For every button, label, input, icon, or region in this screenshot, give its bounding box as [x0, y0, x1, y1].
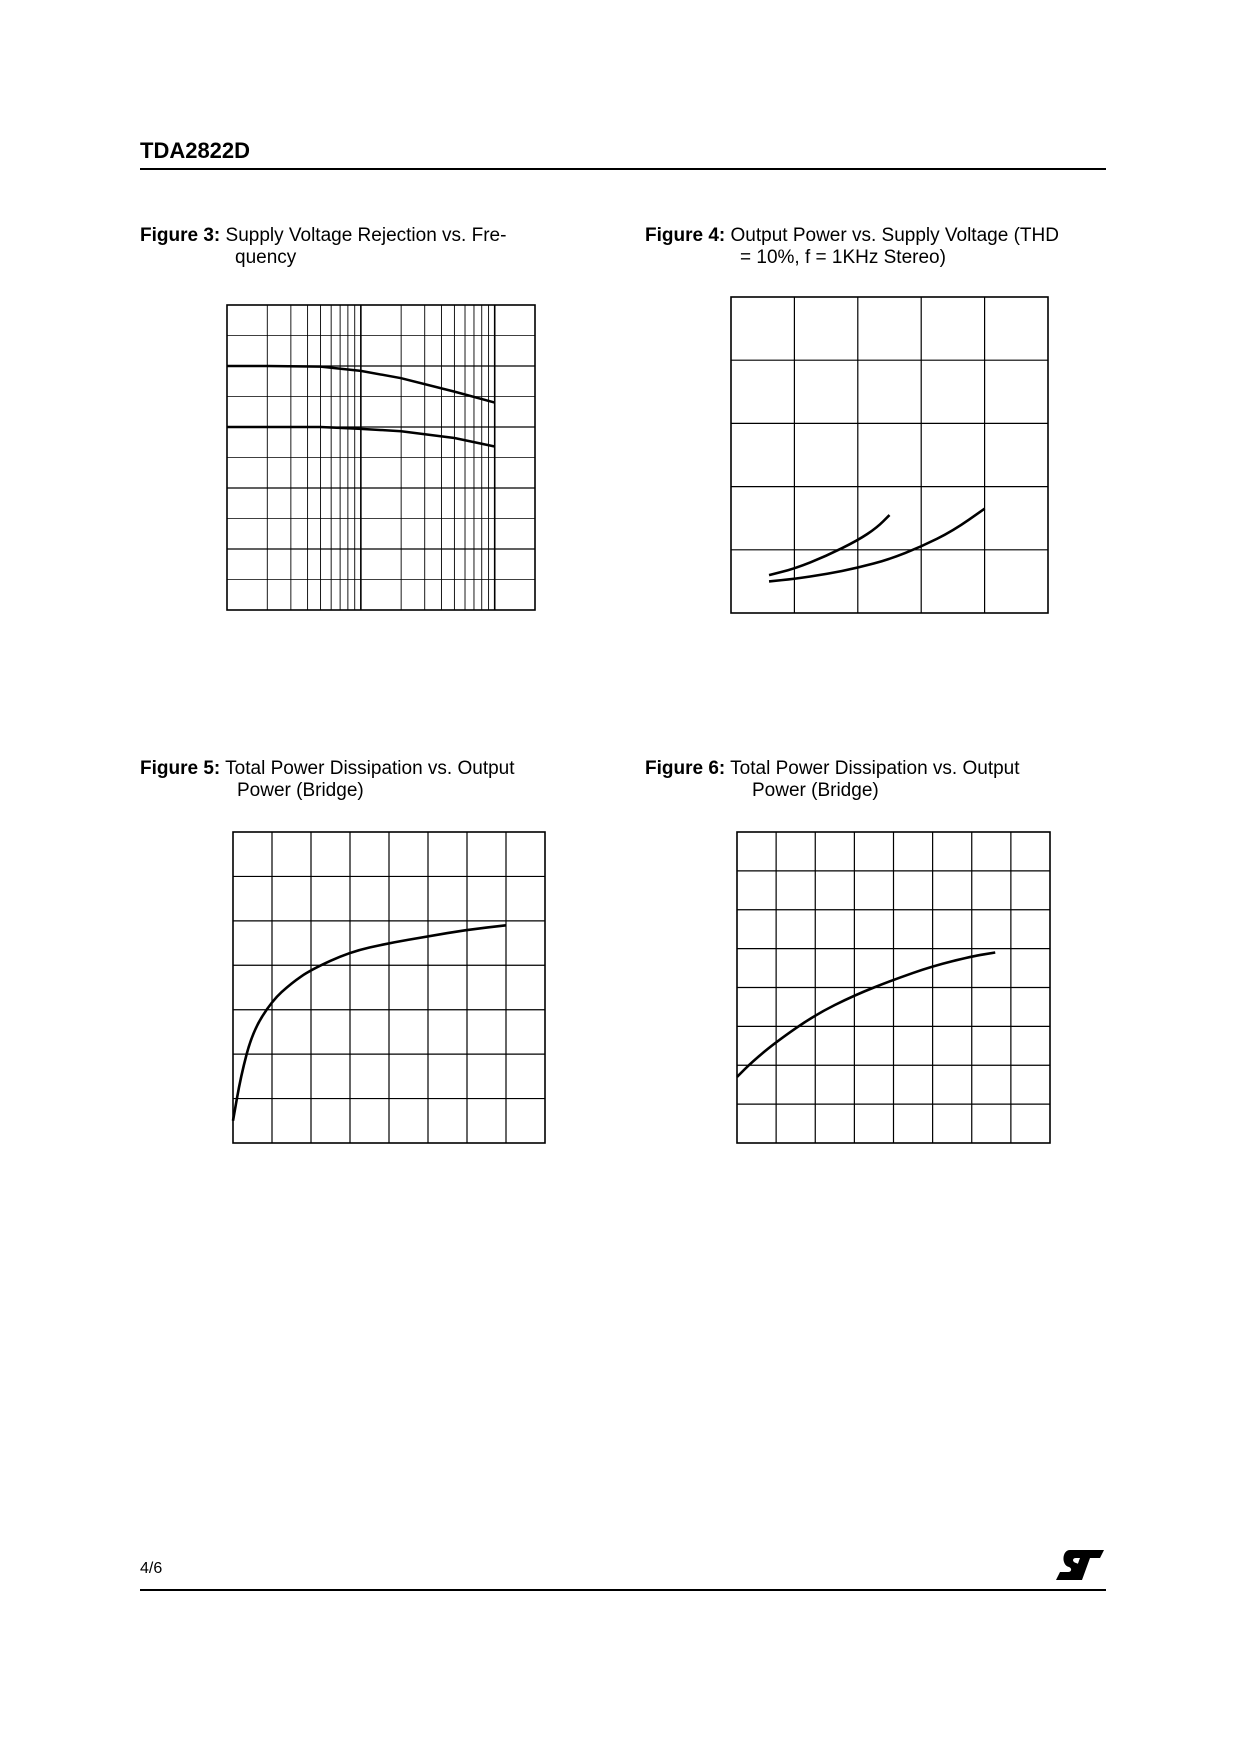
f5-series-line — [233, 925, 506, 1120]
document-title: TDA2822D — [140, 138, 251, 163]
page-number: 4/6 — [140, 1560, 163, 1577]
f4-series-line — [769, 515, 889, 575]
figure-6-label: Figure 6: — [645, 758, 726, 779]
footer-rule — [140, 1589, 1106, 1591]
figure-4-title-cont: = 10%, f = 1KHz Stereo) — [740, 247, 946, 268]
f4-series-line — [769, 509, 985, 582]
figure-5-title: Total Power Dissipation vs. Output — [225, 758, 515, 779]
figure-6-title-cont: Power (Bridge) — [752, 780, 879, 801]
figure-5-label: Figure 5: — [140, 758, 221, 779]
figure-6-title: Total Power Dissipation vs. Output — [730, 758, 1020, 779]
figure-4-title: Output Power vs. Supply Voltage (THD — [730, 225, 1059, 246]
figure-3-label: Figure 3: — [140, 225, 221, 246]
f4-plot-frame — [731, 297, 1048, 613]
figure-3-title-cont: quency — [235, 247, 297, 268]
figure-5-title-cont: Power (Bridge) — [237, 780, 364, 801]
figure-4-label: Figure 4: — [645, 225, 726, 246]
st-logo — [1054, 1548, 1106, 1587]
figure-3-title: Supply Voltage Rejection vs. Fre- — [225, 225, 507, 246]
